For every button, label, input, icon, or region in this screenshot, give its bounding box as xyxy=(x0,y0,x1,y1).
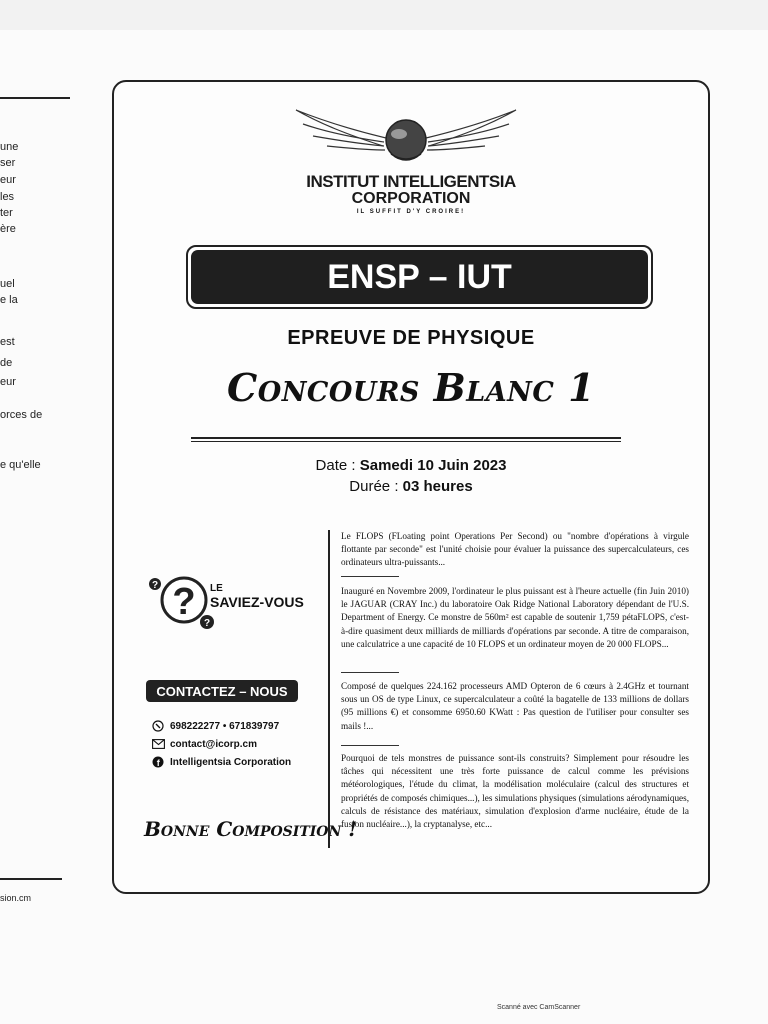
svg-text:?: ? xyxy=(172,581,196,623)
exam-cover-card xyxy=(112,80,710,894)
previous-page-fragment: les xyxy=(0,191,15,203)
contact-email xyxy=(151,738,257,750)
previous-page-fragment: uel xyxy=(0,278,15,290)
info-paragraph-jaguar: Inauguré en Novembre 2009, l'ordinateur le plus puissant est à l'heure actuelle (fin Juin 2010) le JAGUAR (CRAY Inc.) du laboratoire Oak Ridge National Laboratory dépendant de l'U.S. Department of Energy. Ce monstre de 560m² est capable de soutenir 1,759 pétaFLOPS, c'est-à-dire quasiment deux milliards de milliards d'opérations par seconde. A titre de comparaison, une calculatrice a une capacité de 10 FLOPS et un ordinateur moyen de 20 000 FLOPS... xyxy=(341,586,689,649)
email-address: contact@icorp.cm xyxy=(170,738,257,750)
exam-name: Concours Blanc 1 xyxy=(226,365,596,410)
closing-message: Bonne Composition ! xyxy=(144,817,358,841)
previous-page-fragment: eur xyxy=(0,376,16,388)
previous-page-fragment: est xyxy=(0,336,15,348)
banner-title: ENSP – IUT xyxy=(191,250,648,304)
paragraph-separator xyxy=(341,672,399,673)
saviez-label-line2: SAVIEZ-VOUS xyxy=(210,594,304,610)
email-icon xyxy=(151,738,165,750)
contact-phone xyxy=(151,720,279,732)
exam-duration xyxy=(114,478,708,495)
paragraph-separator xyxy=(341,745,399,746)
facebook-page: Intelligentsia Corporation xyxy=(170,756,292,768)
duration-label: Durée : xyxy=(349,478,403,495)
title-banner xyxy=(186,245,653,309)
paragraph-separator xyxy=(341,576,399,577)
svg-text:f: f xyxy=(156,758,160,768)
column-divider xyxy=(328,530,330,848)
facebook-icon xyxy=(151,756,165,768)
phone-numbers: 698222277 • 671839797 xyxy=(170,720,280,732)
contact-title: CONTACTEZ – NOUS xyxy=(146,680,298,702)
svg-text:?: ? xyxy=(151,580,159,591)
info-paragraph-flops: Le FLOPS (FLoating point Operations Per Second) ou "nombre d'opérations à virgule flottante par seconde" est l'unité choisie pour évaluer la puissance des supercalculateurs, ces ordinateurs ultra-puissants... xyxy=(341,531,689,568)
date-value: Samedi 10 Juin 2023 xyxy=(359,457,507,474)
title-divider xyxy=(191,437,621,442)
organization-name-line2: CORPORATION xyxy=(351,190,471,207)
duration-value: 03 heures xyxy=(402,478,473,495)
previous-page-fragment: ser xyxy=(0,157,16,169)
svg-text:?: ? xyxy=(203,618,211,629)
exam-subject: EPREUVE DE PHYSIQUE xyxy=(287,327,535,349)
previous-page-rule xyxy=(0,97,70,99)
date-label: Date : xyxy=(315,457,360,474)
previous-page-fragment: une xyxy=(0,141,19,153)
exam-date xyxy=(114,457,708,474)
organization-name-line1: INSTITUT INTELLIGENTSIA xyxy=(306,172,516,191)
winged-globe-logo xyxy=(291,102,521,172)
previous-page-fragment: ère xyxy=(0,223,16,235)
contact-facebook xyxy=(151,756,291,768)
scanner-watermark: Scanné avec CamScanner xyxy=(497,1004,581,1011)
organization-motto: IL SUFFIT D'Y CROIRE! xyxy=(356,209,466,215)
previous-page-fragment: eur xyxy=(0,174,16,186)
previous-page-fragment: de xyxy=(0,357,13,369)
info-paragraph-processors: Composé de quelques 224.162 processeurs AMD Opteron de 6 cœurs à 2.4GHz et tournant sous un OS de type Linux, ce supercalculateur a coûté la bagatelle de 133 millions de dollars (95 millions €) et consomme 6950.60 KWatt : Pas question de l'utiliser pour consulter ses mails !... xyxy=(341,681,689,731)
previous-page-fragment: sion.cm xyxy=(0,893,32,903)
previous-page-rule xyxy=(0,878,62,880)
previous-page-fragment: orces de xyxy=(0,409,43,421)
previous-page-fragment: e qu'elle xyxy=(0,459,41,471)
previous-page-fragment: e la xyxy=(0,294,18,306)
phone-icon xyxy=(151,720,165,732)
info-paragraph-purpose: Pourquoi de tels monstres de puissance sont-ils construits? Simplement pour résoudre les tâches qui nécessitent une très forte puissance de calcul comme les prévisions météorologiques, l'étude du climat, la modélisation moléculaire (calcul des structures et propriétés de composés chimiques...), les simulations physiques (simulations aérodynamiques, calculs de résistance des matériaux, simulation d'explosion d'arme nucléaire, étude de la fusion nucléaire...), la cryptanalyse, etc... xyxy=(341,753,689,830)
previous-page-fragment: ter xyxy=(0,207,13,219)
saviez-label-line1: LE xyxy=(210,583,223,594)
scan-top-margin xyxy=(0,0,768,30)
